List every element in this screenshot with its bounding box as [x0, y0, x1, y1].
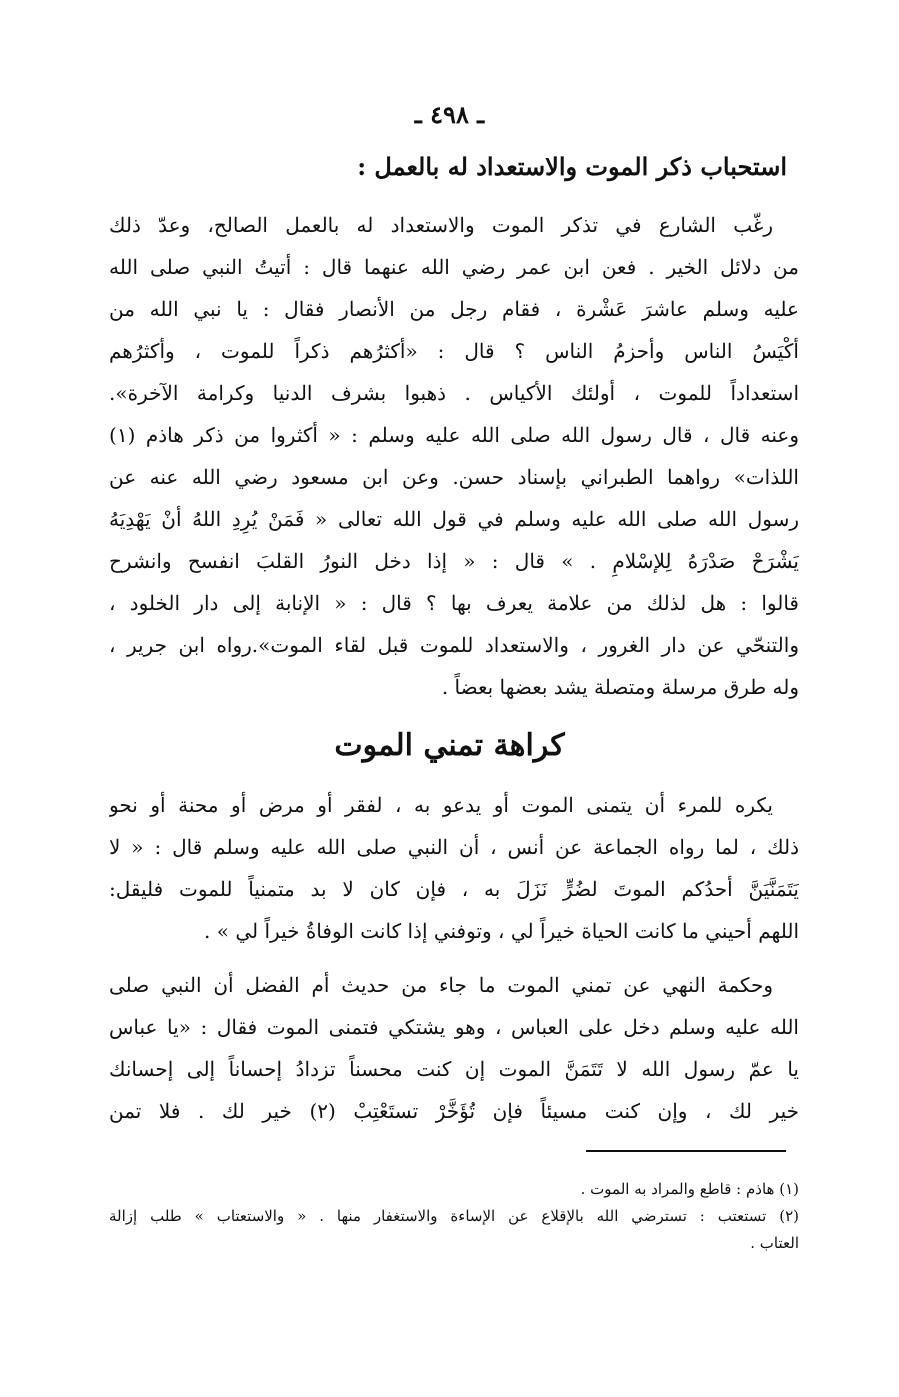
- text-line: قالوا : هل لذلك من علامة يعرف بها ؟ قال : « الإنابة إلى دار الخلود ،: [109, 591, 799, 615]
- text-line: استعداداً للموت ، أولئك الأكياس . ذهبوا بشرف الدنيا وكرامة الآخرة».: [109, 381, 799, 405]
- text-line: اللهم أحيني ما كانت الحياة خيراً لي ، وتوفني إذا كانت الوفاةُ خيراً لي » .: [204, 919, 799, 943]
- footnotes: [109, 1176, 799, 1257]
- page-number: ـ ٤٩٨ ـ: [414, 100, 485, 129]
- paragraph-1: [109, 784, 799, 952]
- text-line: يَشْرَحْ صَدْرَهُ لِلإسْلامِ . » قال : « إذا دخل النورُ القلبَ انفسح وانشرح: [109, 549, 799, 573]
- footnote-divider: [586, 1150, 786, 1152]
- text-line: وعنه قال ، قال رسول الله صلى الله عليه وسلم : « أكثروا من ذكر هاذم (١): [109, 423, 799, 447]
- text-line: من دلائل الخير . فعن ابن عمر رضي الله عنهما قال : أتيتُ النبي صلى الله: [109, 255, 799, 279]
- text-line: رسول الله صلى الله عليه وسلم في قول الله تعالى « فَمَنْ يُرِدِ اللهُ أنْ يَهْدِيَهُ: [109, 507, 799, 531]
- text-line: يكره للمرء أن يتمنى الموت أو يدعو به ، لفقر أو مرض أو محنة أو نحو: [109, 793, 773, 817]
- footnote-2-continued: العتاب .: [750, 1234, 799, 1252]
- text-line: الله عليه وسلم دخل على العباس ، وهو يشتكي فتمنى الموت فقال : «يا عباس: [109, 1015, 799, 1039]
- text-line: عليه وسلم عاشرَ عَشْرة ، فقام رجل من الأنصار فقال : يا نبي الله من: [109, 297, 799, 321]
- footnote-2: (٢) تستعتب : تسترضي الله بالإقلاع عن الإساءة والاستغفار منها . « والاستعتاب » طلب إزالة: [109, 1207, 799, 1225]
- text-line: أكْيَسُ الناس وأحزمُ الناس ؟ قال : «أكثرُهم ذكراً للموت ، وأكثرُهم: [109, 339, 799, 363]
- text-line: وله طرق مرسلة ومتصلة يشد بعضها بعضاً .: [441, 675, 799, 699]
- text-line: يَتَمَنَّيَنَّ أحدُكم الموتَ لضُرٍّ نَزَلَ به ، فإن كان لا بد متمنياً للموت فليقل:: [109, 877, 799, 901]
- text-line: وحكمة النهي عن تمني الموت ما جاء من حديث أم الفضل أن النبي صلى: [109, 973, 773, 997]
- chapter-title: كراهة تمني الموت: [334, 728, 565, 763]
- text-line: يا عمّ رسول الله لا تَتَمَنَّ الموت إن كنت محسناً تزدادُ إحساناً إلى إحسانك: [109, 1057, 799, 1081]
- text-line: خير لك ، وإن كنت مسيئاً فإن تُؤَخَّرْ تستَعْتِبْ (٢) خير لك . فلا تمن: [109, 1099, 799, 1123]
- text-line: ذلك ، لما رواه الجماعة عن أنس ، أن النبي صلى الله عليه وسلم قال : « لا: [109, 835, 799, 859]
- text-line: اللذات» رواهما الطبراني بإسناد حسن. وعن ابن مسعود رضي الله عنه عن: [109, 465, 799, 489]
- text-line: والتنحّي عن دار الغرور ، والاستعداد للموت قبل لقاء الموت».رواه ابن جرير ،: [109, 633, 799, 657]
- section-heading: استحباب ذكر الموت والاستعداد له بالعمل :: [357, 152, 787, 181]
- text-line: رغّب الشارع في تذكر الموت والاستعداد له بالعمل الصالح، وعدّ ذلك: [109, 213, 773, 237]
- section-paragraph: [109, 204, 799, 708]
- footnote-1: (١) هاذم : قاطع والمراد به الموت .: [580, 1180, 799, 1198]
- paragraph-2: [109, 964, 799, 1132]
